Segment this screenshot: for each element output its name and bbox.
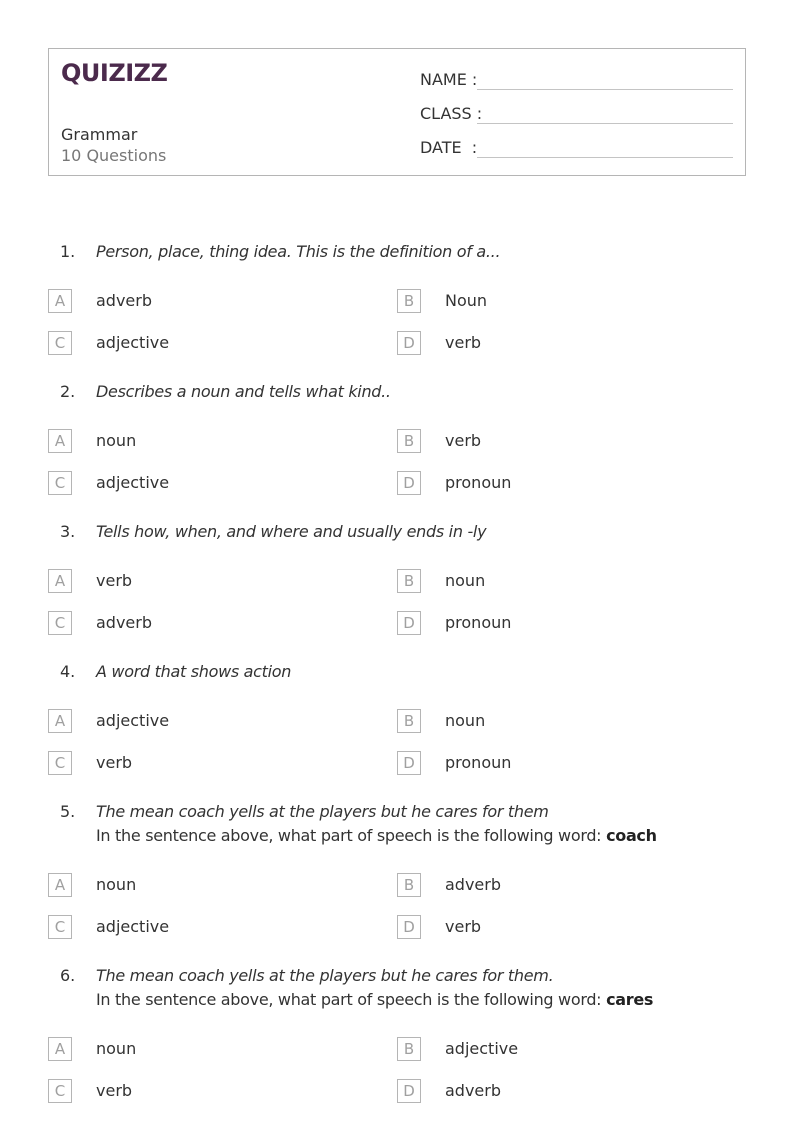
question-text: The mean coach yells at the players but he cares for them [96,802,549,821]
option-letter-b: B [397,569,421,593]
class-line[interactable] [477,123,733,124]
option-letter-d: D [397,751,421,775]
option-letter-d: D [397,331,421,355]
option-text: adjective [96,917,170,936]
question-number: 3. [60,522,76,541]
option-letter-d: D [397,1079,421,1103]
name-label: NAME : [420,70,478,89]
option-text: noun [96,431,137,450]
option-letter-c: C [48,751,72,775]
worksheet-title: Grammar [61,125,138,144]
option-text: Noun [445,291,488,310]
option-letter-b: B [397,289,421,313]
question-number: 4. [60,662,76,681]
option-d[interactable] [397,331,717,355]
date-label: DATE : [420,138,478,157]
option-a[interactable] [48,289,368,313]
question-text: Person, place, thing idea. This is the definition of a... [96,242,501,261]
question-number: 1. [60,242,76,261]
option-b[interactable] [397,429,717,453]
option-a[interactable] [48,1037,368,1061]
option-text: noun [96,875,137,894]
question-text: A word that shows action [96,662,292,681]
option-c[interactable] [48,915,368,939]
target-word: cares [606,990,654,1009]
option-text: verb [96,1081,133,1100]
option-a[interactable] [48,709,368,733]
question-subtext-prompt: In the sentence above, what part of speech is the following word: [96,990,607,1009]
option-b[interactable] [397,709,717,733]
question-text: The mean coach yells at the players but he cares for them. [96,966,554,985]
class-field[interactable] [420,100,733,124]
option-text: verb [96,571,133,590]
option-letter-c: C [48,1079,72,1103]
option-letter-b: B [397,873,421,897]
question-number: 2. [60,382,76,401]
question-count: 10 Questions [61,146,167,165]
option-letter-c: C [48,915,72,939]
option-b[interactable] [397,873,717,897]
name-field[interactable] [420,66,733,90]
option-c[interactable] [48,471,368,495]
option-a[interactable] [48,873,368,897]
option-letter-a: A [48,429,72,453]
option-c[interactable] [48,331,368,355]
name-line[interactable] [477,89,733,90]
option-a[interactable] [48,569,368,593]
option-text: noun [445,711,486,730]
option-c[interactable] [48,751,368,775]
option-d[interactable] [397,751,717,775]
question-subtext [96,990,653,1009]
option-text: pronoun [445,613,512,632]
worksheet-header [48,48,746,176]
option-text: adjective [96,711,170,730]
option-text: adjective [96,473,170,492]
option-letter-c: C [48,611,72,635]
question-text: Describes a noun and tells what kind.. [96,382,391,401]
question-text: Tells how, when, and where and usually ends in -ly [96,522,487,541]
option-letter-a: A [48,289,72,313]
date-line[interactable] [477,157,733,158]
target-word: coach [606,826,657,845]
option-letter-a: A [48,569,72,593]
option-letter-c: C [48,471,72,495]
question-subtext-prompt: In the sentence above, what part of speech is the following word: [96,826,607,845]
option-a[interactable] [48,429,368,453]
class-label: CLASS : [420,104,483,123]
option-b[interactable] [397,569,717,593]
option-b[interactable] [397,289,717,313]
option-text: pronoun [445,473,512,492]
date-field[interactable] [420,134,733,158]
option-letter-a: A [48,873,72,897]
question-subtext [96,826,657,845]
option-letter-b: B [397,1037,421,1061]
option-text: noun [445,571,486,590]
option-letter-a: A [48,709,72,733]
option-c[interactable] [48,611,368,635]
option-c[interactable] [48,1079,368,1103]
option-letter-d: D [397,915,421,939]
option-b[interactable] [397,1037,717,1061]
question-number: 6. [60,966,76,985]
option-text: verb [445,917,482,936]
option-text: pronoun [445,753,512,772]
option-text: noun [96,1039,137,1058]
option-d[interactable] [397,915,717,939]
quizizz-logo: QUIZIZZ [61,59,168,87]
option-letter-b: B [397,429,421,453]
option-d[interactable] [397,611,717,635]
question-number: 5. [60,802,76,821]
option-text: verb [445,333,482,352]
option-text: adjective [96,333,170,352]
option-letter-d: D [397,471,421,495]
option-text: adjective [445,1039,519,1058]
option-text: adverb [445,1081,502,1100]
option-d[interactable] [397,1079,717,1103]
option-d[interactable] [397,471,717,495]
option-letter-a: A [48,1037,72,1061]
option-text: adverb [445,875,502,894]
option-letter-d: D [397,611,421,635]
option-text: adverb [96,291,153,310]
option-text: adverb [96,613,153,632]
option-text: verb [445,431,482,450]
option-letter-b: B [397,709,421,733]
option-letter-c: C [48,331,72,355]
option-text: verb [96,753,133,772]
